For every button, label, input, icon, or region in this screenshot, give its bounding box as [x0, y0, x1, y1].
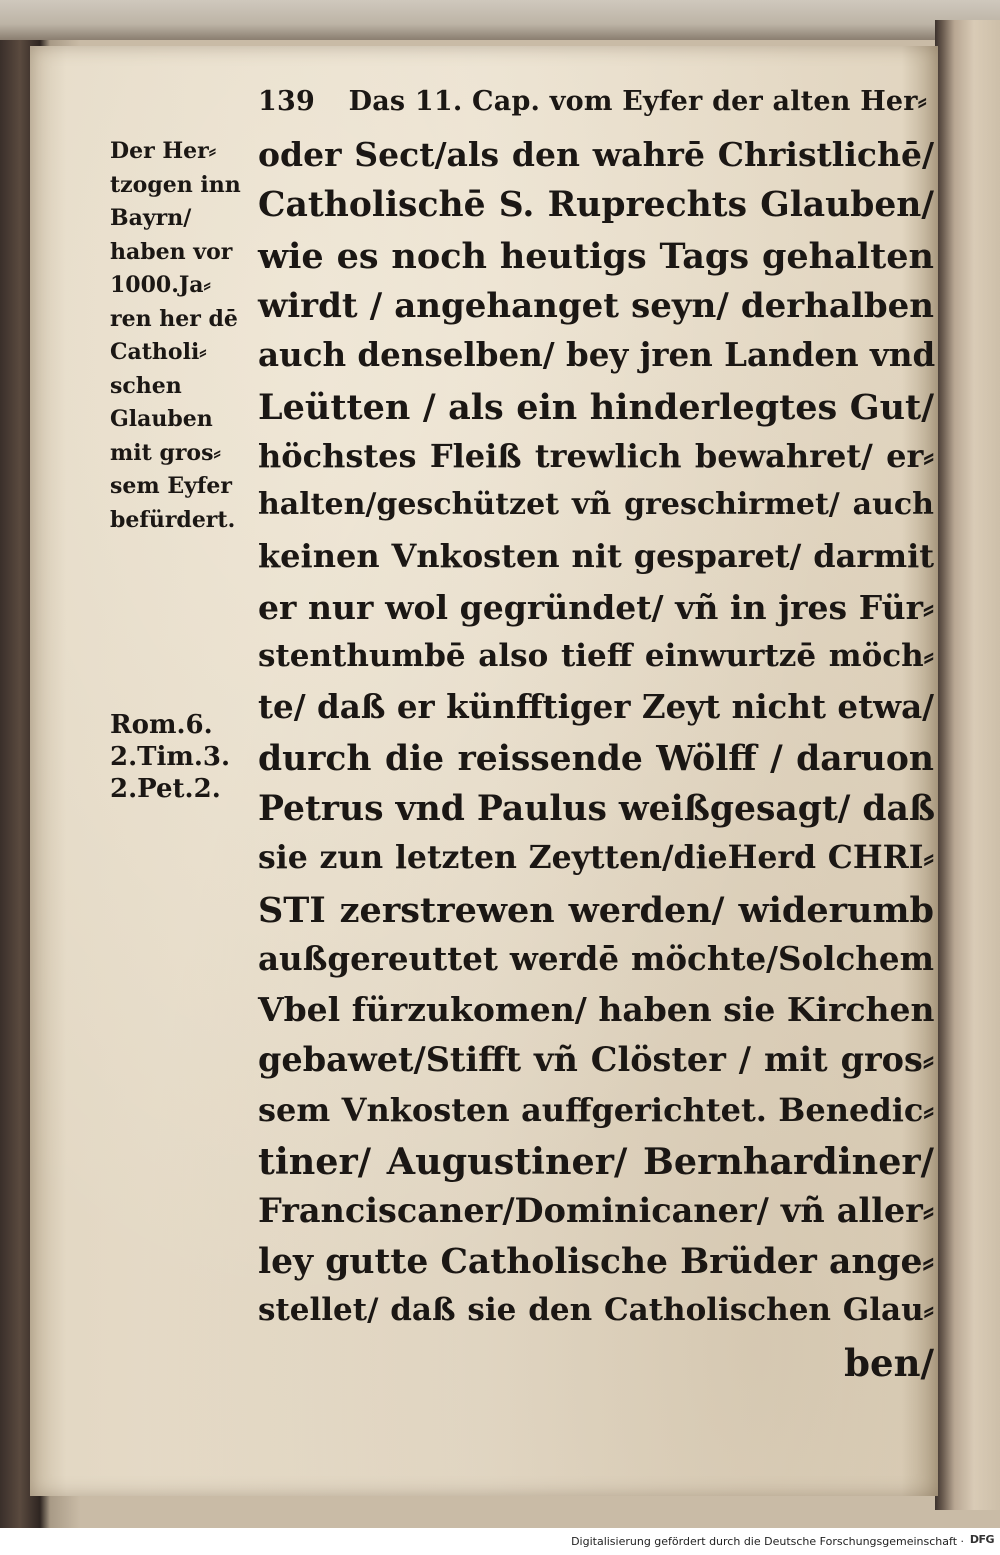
dfg-logo: DFG [969, 1533, 994, 1546]
text-line: Petrus vnd Paulus weißgesagt/ daß [258, 788, 936, 829]
text-line: stenthumbē also tieff einwurtzē möch⸗ [258, 638, 934, 674]
marginal-note-line: 1000.Ja⸗ [110, 272, 211, 298]
marginal-note-line: sem Eyfer [110, 473, 232, 499]
footer-credit: Digitalisierung gefördert durch die Deutsche Forschungsgemeinschaft · [571, 1535, 964, 1548]
text-line: auch denselben/ bey jren Landen vnd [258, 335, 936, 375]
marginal-note-line: mit gros⸗ [110, 439, 221, 466]
text-line: STI zerstrewen werden/ widerumb [258, 889, 934, 931]
facing-page-edge [935, 20, 1000, 1510]
text-line: ley gutte Catholische Brüder ange⸗ [258, 1241, 934, 1282]
marginal-note-line: Catholi⸗ [110, 339, 207, 365]
text-line: er nur wol gegründet/ vñ in jres Für⸗ [258, 587, 934, 627]
text-line: höchstes Fleiß trewlich bewahret/ er⸗ [258, 436, 934, 475]
text-line: tiner/ Augustiner/ Bernhardiner/ [258, 1140, 934, 1183]
text-line: halten/geschützet vñ greschirmet/ auch [258, 487, 934, 523]
text-line: Franciscaner/Dominicaner/ vñ aller⸗ [258, 1191, 934, 1231]
running-head [258, 86, 938, 117]
marginal-note-line: Glauben [110, 406, 213, 432]
text-line: Vbel fürzukomen/ haben sie Kirchen [258, 990, 935, 1030]
text-line: durch die reissende Wölff / daruon [258, 738, 934, 779]
page-number: 139 [258, 86, 315, 117]
marginal-note-line: schen [110, 372, 182, 399]
marginal-note-line: 2.Tim.3. [110, 742, 231, 772]
text-line: Leütten / als ein hinderlegtes Gut/ [258, 386, 934, 428]
marginal-note-line: haben vor [110, 238, 233, 265]
marginal-note-line: ren her dē [110, 305, 238, 332]
text-line: sem Vnkosten auffgerichtet. Benedic⸗ [258, 1090, 934, 1129]
marginal-note-line: Bayrn/ [110, 205, 192, 231]
text-line: wie es noch heutigs Tags gehalten [258, 235, 934, 277]
text-line: sie zun letzten Zeytten/dieHerd CHRI⸗ [258, 839, 934, 877]
marginal-note-line: Der Her⸗ [110, 138, 217, 164]
marginal-note-line: 2.Pet.2. [110, 774, 221, 804]
text-line: wirdt / angehanget seyn/ derhalben [258, 285, 934, 326]
marginal-note-line: tzogen inn [110, 171, 241, 198]
text-line: stellet/ daß sie den Catholischen Glau⸗ [258, 1291, 934, 1328]
text-line: te/ daß er künfftiger Zeyt nicht etwa/ [258, 687, 934, 727]
text-line: oder Sect/als den wahrē Christlichē/ [258, 135, 934, 174]
text-line: ben/ [844, 1341, 934, 1386]
text-line: keinen Vnkosten nit gesparet/ darmit [258, 537, 934, 576]
running-head-title: Das 11. Cap. vom Eyfer der alten Her⸗ [348, 86, 927, 117]
page-top-edge [0, 0, 1000, 40]
text-line: gebawet/Stifft vñ Clöster / mit gros⸗ [258, 1040, 934, 1080]
text-line: außgereuttet werdē möchte/Solchem [258, 938, 934, 978]
text-line: Catholischē S. Ruprechts Glauben/ [258, 185, 934, 226]
marginal-note-line: befürdert. [110, 506, 236, 533]
marginal-note-line: Rom.6. [110, 710, 213, 740]
